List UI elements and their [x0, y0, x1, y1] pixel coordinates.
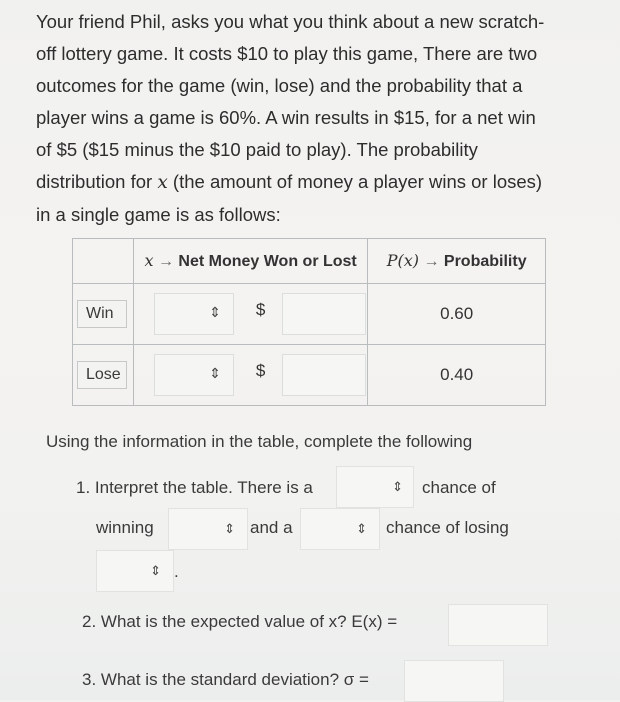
- currency-symbol: $: [255, 361, 266, 380]
- q1-and-a: and a: [250, 518, 293, 537]
- chance-winning-dropdown[interactable]: [336, 466, 414, 508]
- table-header-row: [73, 239, 546, 284]
- chance-losing-dropdown[interactable]: [300, 508, 380, 550]
- q3-text: 3. What is the standard deviation? σ =: [82, 670, 369, 689]
- probability-lose: 0.40: [368, 345, 546, 406]
- expected-value-input[interactable]: [448, 604, 548, 646]
- table-row: [73, 284, 546, 345]
- intro-line: Your friend Phil, asks you what you think about a new scratch-: [36, 11, 545, 32]
- problem-statement: [36, 6, 596, 231]
- and-a-dropdown[interactable]: [168, 508, 248, 550]
- q1-winning: winning: [96, 518, 154, 537]
- currency-symbol: $: [255, 300, 266, 319]
- row-label-win: Win: [77, 300, 127, 328]
- intro-line: outcomes for the game (win, lose) and the probability that a: [36, 75, 523, 96]
- q1-period: .: [174, 562, 179, 581]
- dropdown-icon: ⇕: [224, 521, 235, 536]
- probability-win: 0.60: [368, 284, 546, 345]
- intro-line: off lottery game. It costs $10 to play this game, There are two: [36, 43, 538, 64]
- intro-line: of $5 ($15 minus the $10 paid to play). The probability: [36, 139, 478, 160]
- intro-line: in a single game is as follows:: [36, 204, 281, 225]
- dropdown-icon: ⇕: [356, 521, 367, 536]
- probability-table: [72, 238, 546, 406]
- header-probability: P(x) → Probability: [368, 239, 546, 284]
- q2-text: 2. What is the expected value of x? E(x) =: [82, 612, 398, 631]
- q1-chance-of: chance of: [422, 478, 496, 497]
- net-money-input-win[interactable]: [282, 293, 366, 335]
- dropdown-icon: ⇕: [150, 563, 161, 578]
- q1-text: 1. Interpret the table. There is a: [76, 478, 313, 497]
- table-row: [73, 345, 546, 406]
- row-label-lose: Lose: [77, 361, 127, 389]
- intro-line: player wins a game is 60%. A win results in $15, for a net win: [36, 107, 536, 128]
- sign-dropdown-win[interactable]: [154, 293, 234, 335]
- net-money-input-lose[interactable]: [282, 354, 366, 396]
- sign-dropdown-lose[interactable]: [154, 354, 234, 396]
- instructions: Using the information in the table, complete the following: [46, 432, 473, 451]
- intro-line: distribution for x (the amount of money a player wins or loses): [36, 171, 543, 193]
- standard-deviation-input[interactable]: [404, 660, 504, 702]
- arrow-icon: →: [157, 253, 174, 270]
- dropdown-icon: ⇕: [209, 365, 221, 381]
- dropdown-icon: ⇕: [392, 479, 403, 494]
- dropdown-icon: ⇕: [209, 304, 221, 320]
- variable-x: x: [157, 172, 168, 193]
- conclusion-dropdown[interactable]: [96, 550, 174, 592]
- header-net-money: x → Net Money Won or Lost: [133, 239, 367, 284]
- q1-chance-losing: chance of losing: [386, 518, 509, 537]
- arrow-icon: →: [423, 253, 440, 270]
- header-blank: [73, 239, 134, 284]
